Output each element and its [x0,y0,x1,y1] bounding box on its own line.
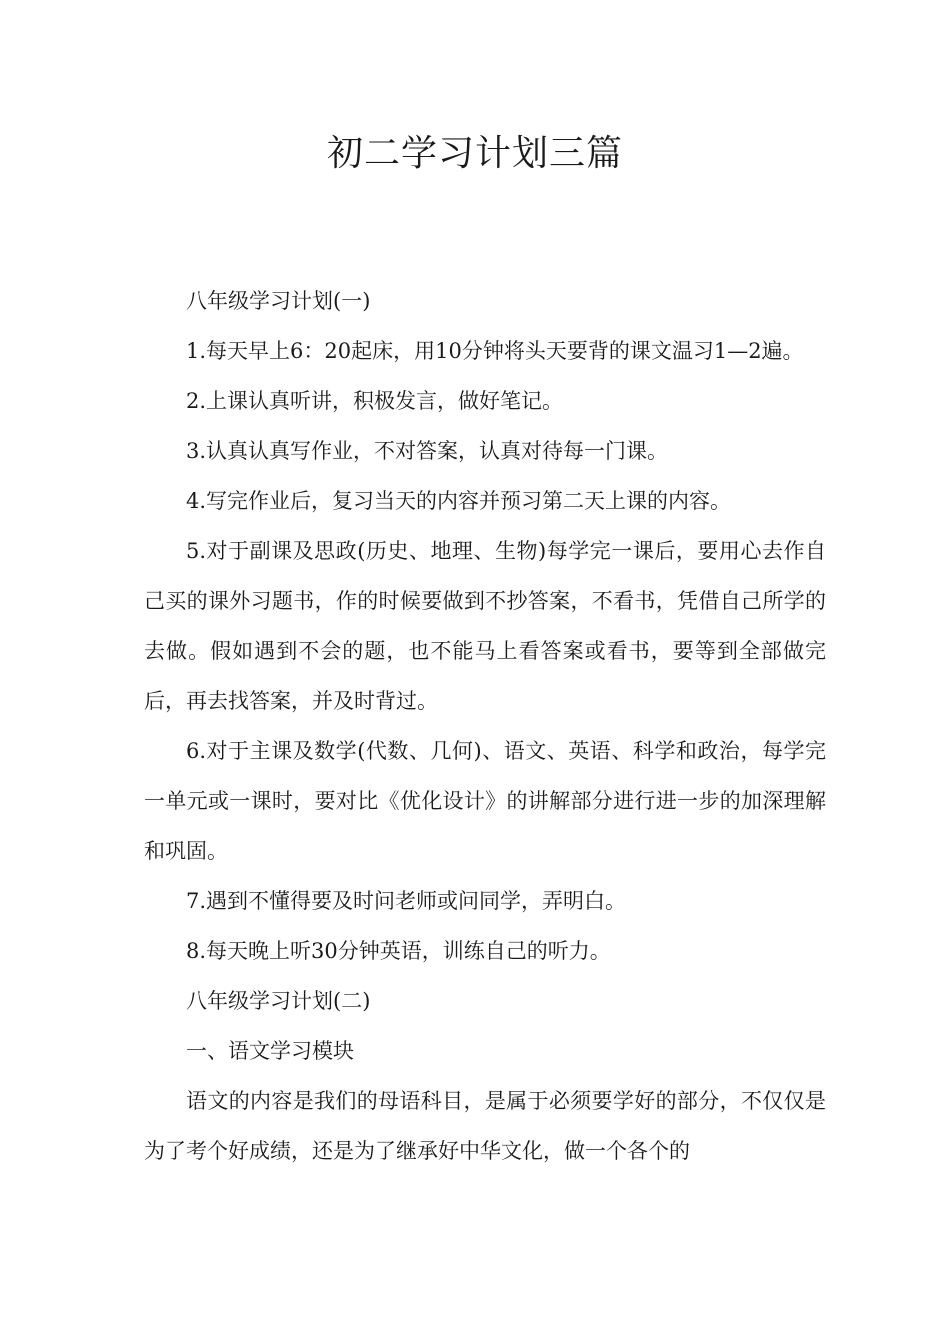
paragraph: 2.上课认真听讲，积极发言，做好笔记。 [186,389,564,413]
paragraph: 3.认真认真写作业，不对答案，认真对待每一门课。 [186,439,669,463]
paragraph: 4.写完作业后，复习当天的内容并预习第二天上课的内容。 [186,489,732,513]
paragraph: 6.对于主课及数学(代数、几何)、语文、英语、科学和政治，每学完一单元或一课时，要对比《优化设计》的讲解部分进行进一步的加深理解和巩固。 [144,739,826,863]
section-heading: 八年级学习计划(二) [186,989,371,1013]
document-title: 初二学习计划三篇 [326,133,623,174]
paragraph: 7.遇到不懂得要及时问老师或问同学，弄明白。 [186,889,627,913]
document-body [144,276,826,1176]
paragraph: 1.每天早上6：20起床，用10分钟将头天要背的课文温习1—2遍。 [186,339,804,363]
paragraph: 八年级学习计划(一) [186,289,371,313]
paragraph: 8.每天晚上听30分钟英语，训练自己的听力。 [186,939,611,963]
section-heading: 一、语文学习模块 [186,1039,354,1063]
paragraph: 5.对于副课及思政(历史、地理、生物)每学完一课后，要用心去作自己买的课外习题书，作的时候要做到不抄答案，不看书，凭借自己所学的去做。假如遇到不会的题，也不能马上看答案或看书，要等到全部做完后，再去找答案，并及时背过。 [144,539,826,713]
paragraph: 语文的内容是我们的母语科目，是属于必须要学好的部分，不仅仅是为了考个好成绩，还是为了继承好中华文化，做一个各个的 [144,1089,826,1163]
